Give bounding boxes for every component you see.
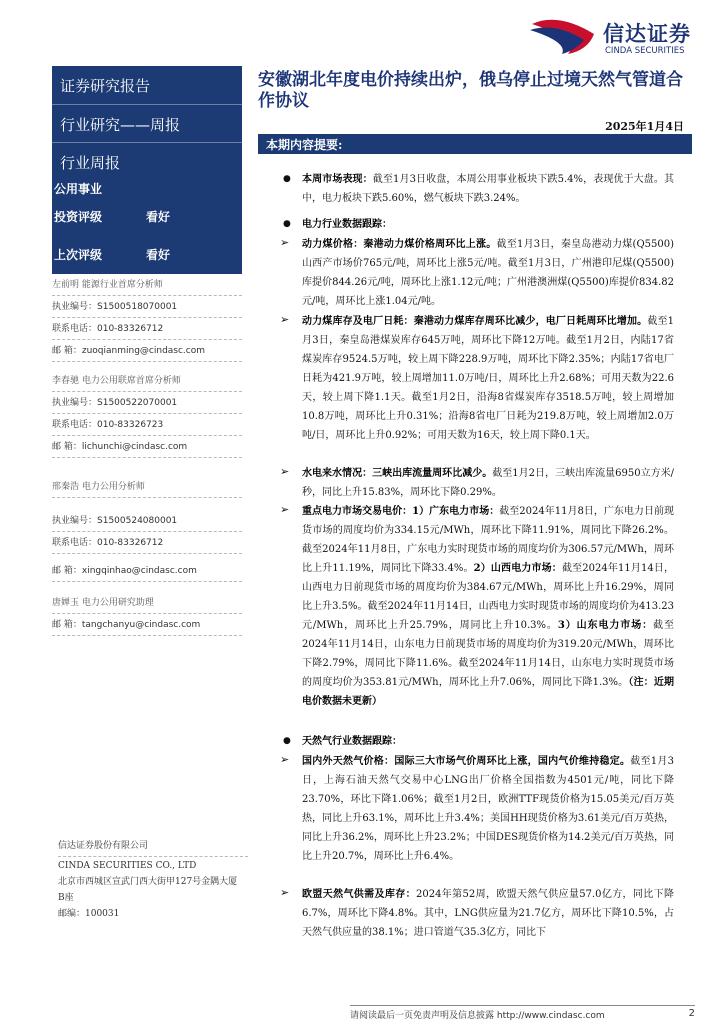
analyst-cert: 执业编号：S1500522070001 <box>52 392 242 414</box>
analyst-name: 左前明 能源行业首席分析师 <box>52 274 242 296</box>
cinda-logo <box>528 14 708 58</box>
para-text: 截至1月3日，秦皇岛港动力煤(Q5500)山西产市场价765元/吨，周环比上涨5元/吨。截至1月3日，广州港印尼煤(Q5500)库提价844.26元/吨，周环比上涨1.12元/吨；广州港澳洲煤(Q5500)库提价834.82元/吨，周环比上涨1.04元/吨。 <box>302 239 674 307</box>
weekly-label: 行业周报 <box>52 142 242 180</box>
power-section-heading <box>302 215 674 234</box>
gas-section-heading <box>302 732 674 751</box>
report-title: 安徽湖北年度电价持续出炉，俄乌停止过境天然气管道合作协议 <box>258 70 683 111</box>
arrow-icon: ➢ <box>280 753 290 766</box>
cinda-logo-icon <box>528 14 600 58</box>
para-heading: 水电来水情况：三峡出库流量周环比减少。 <box>302 468 493 479</box>
para-heading: 国内外天然气价格：国际三大市场气价周环比上涨，国内气价维持稳定。 <box>302 756 631 767</box>
arrow-icon: ➢ <box>280 236 290 249</box>
analyst-tel: 联系电话：010-83326712 <box>52 318 242 340</box>
page-number: 2 <box>688 1008 695 1019</box>
company-address: 北京市西城区宣武门西大街甲127号金隅大厦 <box>58 877 238 887</box>
analyst-email[interactable]: 邮 箱：tangchanyu@cindasc.com <box>52 614 242 636</box>
para-text: 截至2024年11月14日，山西电力日前现货市场的周度均价为384.67元/MWh，周环比上升16.29%，周同比上升3.5%。截至2024年11月14日，山西电力实时现货市场的周度均价为413.23元/MWh，周环比上升25.79%，周同比上升10.3%。 <box>302 563 674 631</box>
eu-gas-paragraph <box>302 885 674 942</box>
analyst-cert: 执业编号：S1500524080001 <box>52 510 242 532</box>
rating-label: 投资评级 <box>54 210 103 224</box>
analyst-block <box>52 370 242 458</box>
analyst-block <box>52 274 242 362</box>
rating-panel <box>52 176 242 274</box>
para-note: （注：近期电价数据未更新） <box>302 677 675 707</box>
bullet-icon: ● <box>283 174 291 184</box>
logo-text-cn: 信达证券 <box>603 22 691 46</box>
para-heading: 3）山东电力市场： <box>557 620 654 631</box>
analyst-email[interactable]: 邮 箱：xingqinhao@cindasc.com <box>52 560 242 582</box>
para-text: 截至1月3日收盘，本周公用事业板块下跌5.4%，表现优于大盘。其中，电力板块下跌5.60%，燃气板块下跌3.24%。 <box>302 174 674 204</box>
analyst-email[interactable]: 邮 箱：zuoqianming@cindasc.com <box>52 340 242 362</box>
para-heading: 天然气行业数据跟踪： <box>302 736 402 747</box>
report-type: 证券研究报告 <box>52 66 242 104</box>
electricity-price-paragraph <box>302 502 674 711</box>
company-postcode: 邮编：100031 <box>58 909 120 919</box>
market-performance-paragraph <box>302 170 674 208</box>
analyst-block <box>52 592 242 636</box>
coal-inventory-paragraph <box>302 312 674 445</box>
arrow-icon: ➢ <box>280 886 290 899</box>
para-text: 截至1月2日，三峡出库流量6950立方米/秒，同比上升15.83%，周环比下降0.29%。 <box>302 468 675 498</box>
analyst-name: 邢秦浩 电力公用分析师 <box>52 476 242 498</box>
para-heading: 电力行业数据跟踪： <box>302 219 392 230</box>
analyst-name: 唐婵玉 电力公用研究助理 <box>52 592 242 614</box>
analyst-block <box>52 476 242 582</box>
analyst-email[interactable]: 邮 箱：lichunchi@cindasc.com <box>52 436 242 458</box>
para-heading: 欧盟天然气供需及库存： <box>302 889 416 900</box>
para-heading: 动力煤库存及电厂日耗：秦港动力煤库存周环比减少，电厂日耗周环比增加。 <box>302 316 648 327</box>
para-text: 截至1月3日，上海石油天然气交易中心LNG出厂价格全国指数为4501元/吨，同比下降23.70%，环比下降1.06%；截至1月2日，欧洲TTF现货价格为15.05美元/百万英热，同比上升63.1%，周环比上升3.4%；美国HH现货价格为3.61美元/百万英热，同比上升36.2%，周环比上升23.2%；中国DES现货价格为14.2美元/百万英热，同比上升20.7%，周环比上升6.4%。 <box>302 756 675 862</box>
report-date: 2025年1月4日 <box>605 120 684 133</box>
para-heading: 2）山西电力市场： <box>473 563 562 574</box>
para-text: 2024年第52周，欧盟天然气供应量57.0亿方，同比下降6.7%，周环比下降4.8%。其中，LNG供应量为21.7亿方，周环比下降10.5%，占天然气供应量的38.1%；进口管道气35.3亿方，同比下 <box>302 889 675 938</box>
company-address-2: B座 <box>58 893 74 903</box>
arrow-icon: ➢ <box>280 465 290 478</box>
analyst-tel: 联系电话：010-83326712 <box>52 532 242 554</box>
para-heading: 动力煤价格：秦港动力煤价格周环比上涨。 <box>302 239 497 250</box>
para-text: 截至1月3日，秦皇岛港煤炭库存645万吨，周环比下降12万吨。截至1月2日，内陆17省煤炭库存9524.5万吨，较上周下降228.9万吨，周环比下降2.35%；内陆17省电厂日耗为421.9万吨，较上周增加11.0万吨/日，周环比上升2.68%；可用天数为22.6天，较上周下降1.1天。截至1月2日，沿海8省煤炭库存3518.5万吨，较上周增加10.8万吨，周环比上升0.31%；沿海8省电厂日耗为219.8万吨，较上周增加2.0万吨/日，周环比上升0.92%；可用天数为16天，较上周下降0.1天。 <box>302 316 674 441</box>
hydro-paragraph <box>302 464 674 502</box>
para-heading: 本周市场表现： <box>302 174 373 185</box>
footer-disclaimer[interactable]: 请阅读最后一页免责声明及信息披露 http://www.cindasc.com <box>350 1011 605 1021</box>
industry-name: 公用事业 <box>54 182 103 196</box>
company-name-cn: 信达证券股份有限公司 <box>58 841 149 851</box>
arrow-icon: ➢ <box>280 313 290 326</box>
page-footer <box>350 1005 695 1021</box>
para-text: 截至2024年11月14日，山东电力日前现货市场的周度均价为319.20元/MWh，周环比下降2.79%，周同比下降11.6%。截至2024年11月14日，山东电力实时现货市场的周度均价为353.81元/MWh，周环比上升7.06%，周同比下降1.3%。 <box>302 620 674 688</box>
bullet-icon: ● <box>283 736 291 746</box>
bullet-icon: ● <box>283 219 291 229</box>
logo-text-en: CINDA SECURITIES <box>605 46 685 56</box>
gas-price-paragraph <box>302 752 674 866</box>
prev-rating-value: 看好 <box>146 248 171 262</box>
arrow-icon: ➢ <box>280 503 290 516</box>
coal-price-paragraph <box>302 235 674 311</box>
prev-rating-label: 上次评级 <box>54 248 103 262</box>
company-name-en: CINDA SECURITIES CO., LTD <box>58 856 248 874</box>
content-header: 本期内容提要: <box>258 134 692 154</box>
para-text: 截至2024年11月8日，广东电力日前现货市场的周度均价为334.15元/MWh，周环比下降11.91%，周同比下降26.2%。截至2024年11月8日，广东电力实时现货市场的周度均价为306.57元/MWh，周环比上升11.19%，周同比下降33.4%。 <box>302 506 674 574</box>
company-info <box>58 838 248 922</box>
research-type: 行业研究——周报 <box>52 104 242 142</box>
analyst-name: 李春驰 电力公用联席首席分析师 <box>52 370 242 392</box>
analyst-tel: 联系电话：010-83326723 <box>52 414 242 436</box>
rating-value: 看好 <box>146 210 171 224</box>
analyst-cert: 执业编号：S1500518070001 <box>52 296 242 318</box>
para-heading: 重点电力市场交易电价：1）广东电力市场： <box>302 506 500 517</box>
